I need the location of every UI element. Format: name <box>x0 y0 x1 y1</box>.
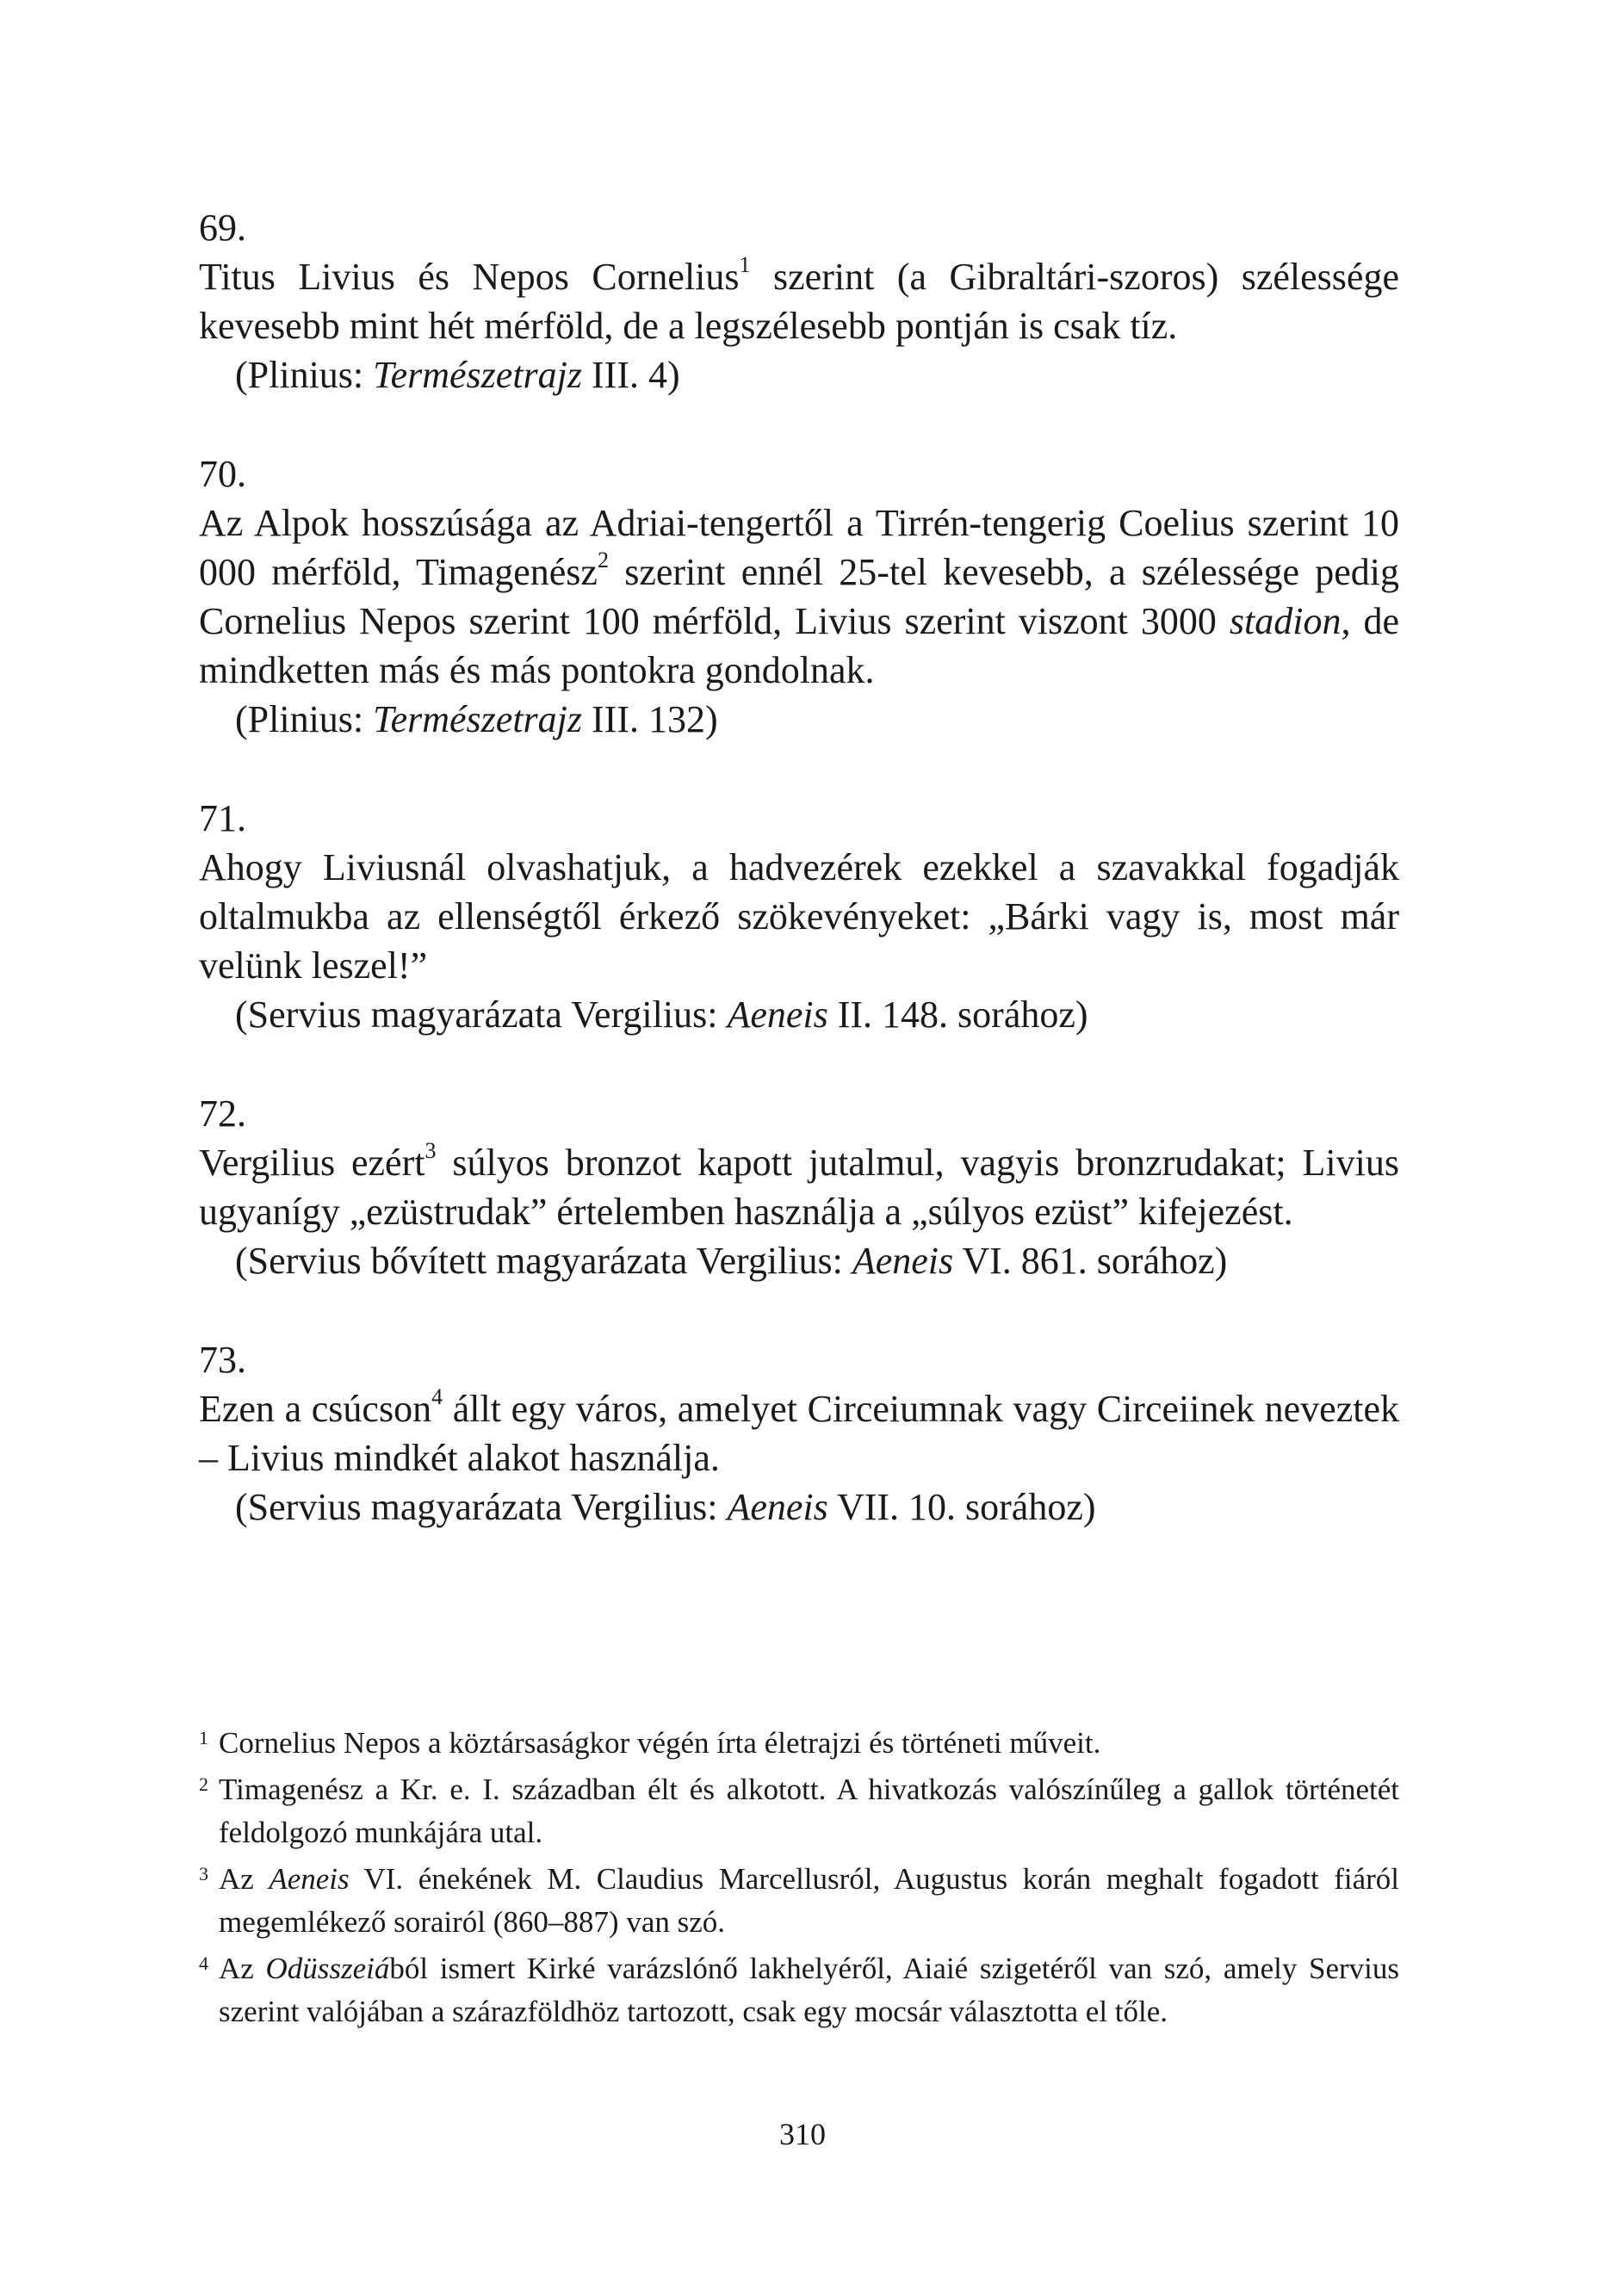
source-suffix: III. 132) <box>582 698 718 740</box>
source-prefix: (Servius magyarázata Vergilius: <box>235 1486 728 1528</box>
entry-text <box>199 1384 1399 1482</box>
footnote-2 <box>199 1768 1399 1854</box>
source-prefix: (Servius bővített magyarázata Vergilius: <box>235 1240 852 1282</box>
text-part: súlyos bronzot kapott jutalmul, vagyis bronzrudakat; Livius ugyanígy „ezüstrudak” értelemben használja a „súlyos ezüst” kifejezést. <box>199 1142 1400 1233</box>
text-part: Ezen a csúcson <box>199 1388 432 1430</box>
main-text <box>199 203 1399 1581</box>
source-work: Aeneis <box>727 1486 828 1528</box>
text-part: , de mindketten más és más pontokra gondolnak. <box>199 600 1399 691</box>
footnote-text-prefix: Az <box>219 1862 270 1896</box>
footnotes <box>199 1722 1399 2037</box>
entry-source <box>199 695 1399 744</box>
footnote-text: Timagenész a Kr. e. I. században élt és alkotott. A hivatkozás valószínűleg a gallok történetét feldolgozó munkájára utal. <box>219 1773 1399 1849</box>
source-suffix: III. 4) <box>582 354 680 396</box>
entry-number: 70. <box>199 453 246 495</box>
source-work: Természetrajz <box>373 354 583 396</box>
entry-number: 69. <box>199 207 246 249</box>
source-suffix: VII. 10. sorához) <box>827 1486 1096 1528</box>
footnote-mark: 3 <box>199 1863 208 1884</box>
text-part: Titus Livius és Nepos Cornelius <box>199 256 740 298</box>
footnote-ref: 3 <box>424 1138 437 1164</box>
footnote-work: Aeneis <box>269 1862 350 1896</box>
footnote-4 <box>199 1947 1399 2033</box>
entry-72 <box>199 1089 1399 1285</box>
source-suffix: II. 148. sorához) <box>827 993 1088 1036</box>
footnote-text: Cornelius Nepos a köztársaságkor végén írta életrajzi és történeti műveit. <box>219 1726 1101 1760</box>
entry-source <box>199 1236 1399 1285</box>
footnote-3 <box>199 1858 1399 1944</box>
entry-69 <box>199 203 1399 399</box>
footnote-mark: 1 <box>199 1727 208 1748</box>
footnote-mark: 2 <box>199 1773 208 1795</box>
footnote-text-prefix: Az <box>219 1952 266 1985</box>
source-work: Aeneis <box>852 1240 954 1282</box>
footnote-ref: 2 <box>597 548 609 573</box>
entry-text <box>199 498 1399 695</box>
source-work: Aeneis <box>727 993 828 1036</box>
source-prefix: (Servius magyarázata Vergilius: <box>235 993 728 1036</box>
entry-text <box>199 252 1399 350</box>
source-prefix: (Plinius: <box>235 698 374 740</box>
entry-text: Ahogy Liviusnál olvashatjuk, a hadvezérek ezekkel a szavakkal fogadják oltalmukba az ellenségtől érkező szökevényeket: „Bárki vagy is, most már velünk leszel!” <box>199 846 1399 987</box>
footnote-work: Odüsszeiá <box>265 1952 390 1985</box>
entry-source <box>199 350 1399 399</box>
entry-71 <box>199 794 1399 1039</box>
entry-number: 71. <box>199 797 246 839</box>
source-prefix: (Plinius: <box>235 354 374 396</box>
text-part: állt egy város, amelyet Circeiumnak vagy Circeiinek neveztek – Livius mindkét alakot használja. <box>199 1388 1399 1479</box>
entry-70 <box>199 449 1399 744</box>
text-part: Vergilius ezért <box>199 1142 425 1184</box>
text-part: szerint ennél 25-tel kevesebb, a szélessége pedig Cornelius Nepos szerint 100 mérföld, Livius szerint viszont 3000 <box>199 551 1399 642</box>
entry-number: 73. <box>199 1339 246 1381</box>
footnote-1 <box>199 1722 1399 1765</box>
source-suffix: VI. 861. sorához) <box>953 1240 1228 1282</box>
entry-text <box>199 1138 1399 1236</box>
entry-number: 72. <box>199 1092 246 1135</box>
text-part: szerint (a Gibraltári-szoros) szélessége kevesebb mint hét mérföld, de a legszélesebb pontján is csak tíz. <box>199 256 1399 347</box>
page-number: 310 <box>779 2117 826 2151</box>
footnote-ref: 1 <box>739 252 751 278</box>
entry-source <box>199 990 1399 1039</box>
source-work: Természetrajz <box>373 698 583 740</box>
text-italic: stadion <box>1229 600 1342 642</box>
footnote-mark: 4 <box>199 1953 208 1974</box>
entry-source <box>199 1482 1399 1532</box>
entry-73 <box>199 1335 1399 1532</box>
footnote-text-suffix: VI. énekének M. Claudius Marcellusról, Augustus korán meghalt fogadott fiáról megemlékező sorairól (860–887) van szó. <box>219 1862 1399 1939</box>
footnote-text-suffix: ból ismert Kirké varázslónő lakhelyéről, Aiaié szigetéről van szó, amely Servius szerint valójában a szárazföldhöz tartozott, csak egy mocsár választotta el tőle. <box>219 1952 1399 2028</box>
footnote-ref: 4 <box>431 1384 443 1410</box>
text-part: Az Alpok hosszúsága az Adriai-tengertől a Tirrén-tengerig Coelius szerint 10 000 mérföld, Timagenész <box>199 502 1399 593</box>
